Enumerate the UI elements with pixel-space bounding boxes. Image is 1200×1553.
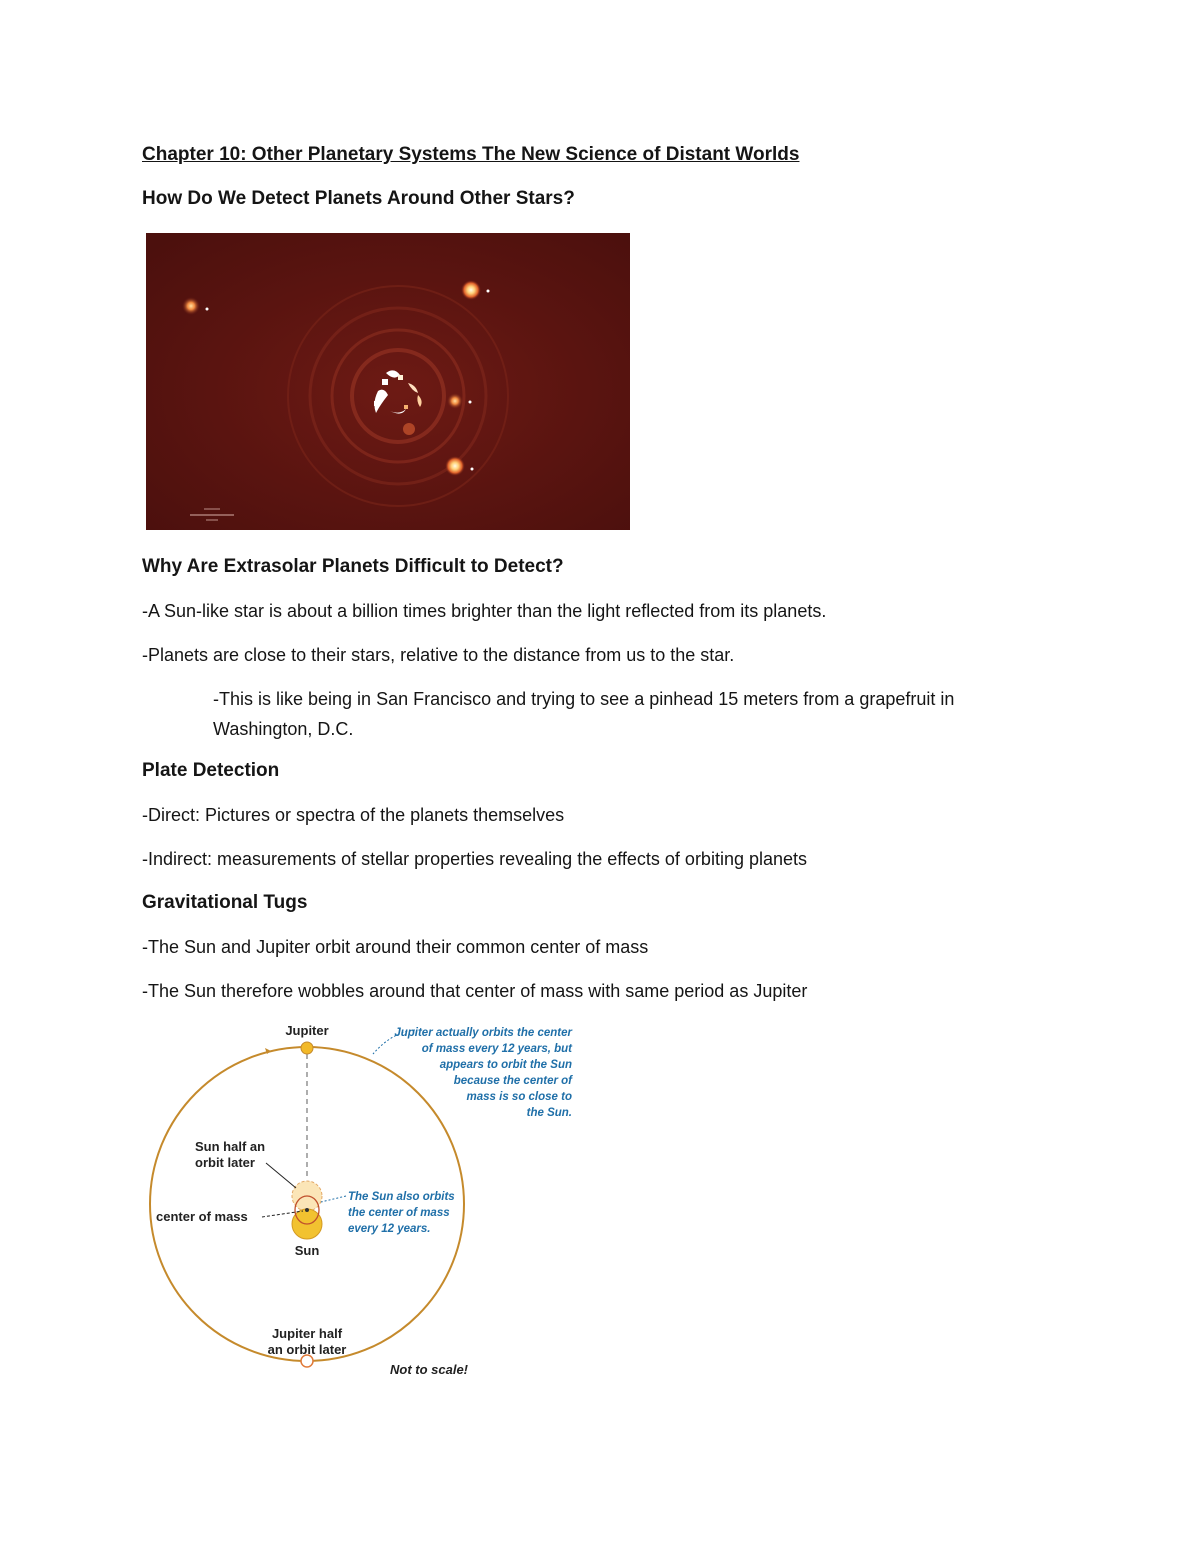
exoplanet-direct-image	[146, 233, 630, 530]
bullet-close-to-stars: -Planets are close to their stars, relative to the distance from us to the star.	[142, 645, 735, 665]
note-jupiter-line1: Jupiter actually orbits the center	[394, 1027, 572, 1039]
note-sun-line3: every 12 years.	[348, 1223, 431, 1235]
section-heading-difficult: Why Are Extrasolar Planets Difficult to Detect?	[142, 556, 564, 577]
note-jupiter-line2: of mass every 12 years, but	[421, 1043, 572, 1055]
sun-half-pointer	[266, 1163, 296, 1188]
note-jupiter-line4: because the center of	[453, 1075, 572, 1087]
section-heading-plate: Plate Detection	[142, 760, 280, 781]
planet-d	[445, 456, 465, 476]
planet-c	[461, 280, 481, 300]
bullet-common-center: -The Sun and Jupiter orbit around their common center of mass	[142, 937, 649, 957]
label-jupiter: Jupiter	[285, 1023, 329, 1038]
label-sun-half-line2: orbit later	[195, 1155, 255, 1170]
label-jupiter-half-line1: Jupiter half	[271, 1326, 343, 1341]
bullet-direct: -Direct: Pictures or spectra of the planets themselves	[142, 805, 565, 825]
section-heading-gravity: Gravitational Tugs	[142, 892, 308, 913]
note-sun-pointer	[321, 1196, 346, 1202]
bullet-indirect: -Indirect: measurements of stellar properties revealing the effects of orbiting planets	[142, 849, 808, 869]
note-jupiter-line3: appears to orbit the Sun	[439, 1059, 572, 1071]
jupiter-planet	[301, 1042, 313, 1054]
bullet-brightness: -A Sun-like star is about a billion times brighter than the light reflected from its planets.	[142, 601, 827, 621]
note-sun-line1: The Sun also orbits	[348, 1191, 455, 1203]
sub-bullet-analogy-line2: Washington, D.C.	[213, 719, 354, 739]
document-title: Chapter 10: Other Planetary Systems The New Science of Distant Worlds	[142, 144, 800, 165]
planet-e	[447, 393, 463, 409]
center-of-mass-point	[305, 1208, 309, 1212]
label-center-of-mass: center of mass	[156, 1209, 248, 1224]
sub-bullet-analogy-line1: -This is like being in San Francisco and trying to see a pinhead 15 meters from a grapefruit in	[213, 689, 955, 709]
label-sun: Sun	[294, 1243, 320, 1258]
note-sun-line2: the center of mass	[348, 1207, 450, 1219]
label-jupiter-half-line2: an orbit later	[267, 1342, 347, 1357]
label-sun-half-line1: Sun half an	[195, 1139, 266, 1154]
label-not-to-scale: Not to scale!	[390, 1362, 469, 1377]
bullet-wobble: -The Sun therefore wobbles around that center of mass with same period as Jupiter	[142, 981, 808, 1001]
section-heading-detect: How Do We Detect Planets Around Other Stars?	[142, 188, 575, 209]
note-jupiter-line6: the Sun.	[526, 1107, 572, 1119]
planet-b	[182, 297, 200, 315]
note-jupiter-line5: mass is so close to	[466, 1091, 572, 1103]
center-of-mass-diagram	[140, 1016, 590, 1386]
